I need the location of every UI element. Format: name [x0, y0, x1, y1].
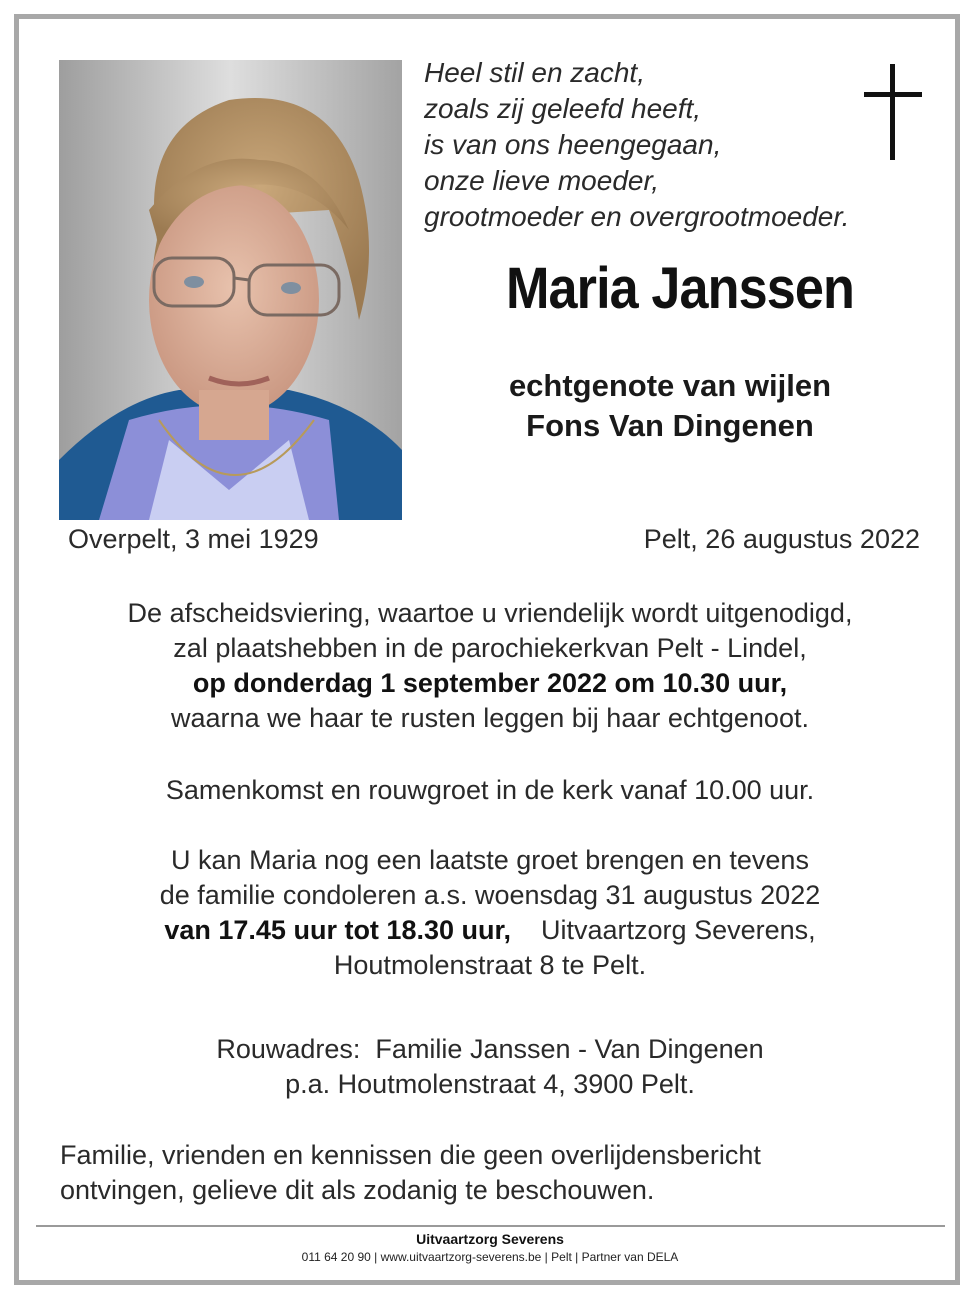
- spouse-line: echtgenote van wijlen: [508, 368, 832, 403]
- ceremony-datetime: op donderdag 1 september 2022 om 10.30 uur,: [192, 668, 788, 698]
- visit-time: van 17.45 uur tot 18.30 uur,: [164, 915, 511, 945]
- poem-line: onze lieve moeder,: [424, 165, 660, 196]
- portrait-image: [59, 60, 402, 520]
- ceremony-line: De afscheidsviering, waartoe u vriendelijk wordt uitgenodigd,: [127, 598, 853, 628]
- portrait-photo: [59, 60, 402, 520]
- footer-title: Uitvaartzorg Severens: [416, 1231, 564, 1247]
- poem-line: is van ons heengegaan,: [424, 129, 722, 160]
- birth-info: Overpelt, 3 mei 1929: [68, 524, 319, 554]
- footer-contact: 011 64 20 90 | www.uitvaartzorg-severens.be | Pelt | Partner van DELA: [301, 1250, 679, 1264]
- ceremony-line: waarna we haar te rusten leggen bij haar echtgenoot.: [171, 703, 809, 733]
- gathering-info: [0, 773, 980, 808]
- visit-info: [0, 843, 980, 983]
- death-info: Pelt, 26 augustus 2022: [643, 524, 920, 554]
- ceremony-info: [0, 596, 980, 736]
- spouse-info: [420, 366, 920, 446]
- notice: [60, 1138, 761, 1208]
- cross-icon: [864, 64, 922, 160]
- gathering-line: Samenkomst en rouwgroet in de kerk vanaf 10.00 uur.: [165, 775, 815, 805]
- poem: [424, 55, 849, 235]
- visit-line: Houtmolenstraat 8 te Pelt.: [333, 950, 647, 980]
- address-line: p.a. Houtmolenstraat 4, 3900 Pelt.: [285, 1069, 695, 1099]
- address-line: Rouwadres: Familie Janssen - Van Dingenen: [216, 1034, 764, 1064]
- poem-line: Heel stil en zacht,: [424, 57, 645, 88]
- footer-divider: [36, 1225, 945, 1227]
- spouse-line: Fons Van Dingenen: [526, 408, 814, 443]
- mourning-address: [0, 1032, 980, 1102]
- notice-line: ontvingen, gelieve dit als zodanig te beschouwen.: [60, 1175, 655, 1205]
- notice-line: Familie, vrienden en kennissen die geen overlijdensbericht: [60, 1140, 761, 1170]
- visit-line: de familie condoleren a.s. woensdag 31 augustus 2022: [159, 880, 821, 910]
- poem-line: zoals zij geleefd heeft,: [424, 93, 702, 124]
- visit-location: Uitvaartzorg Severens,: [541, 915, 816, 945]
- visit-line: U kan Maria nog een laatste groet brengen en tevens: [171, 845, 809, 875]
- visit-line: [0, 913, 980, 948]
- ceremony-line: zal plaatshebben in de parochiekerkvan Pelt - Lindel,: [173, 633, 807, 663]
- poem-line: grootmoeder en overgrootmoeder.: [424, 201, 850, 232]
- deceased-name: Maria Janssen: [505, 256, 855, 321]
